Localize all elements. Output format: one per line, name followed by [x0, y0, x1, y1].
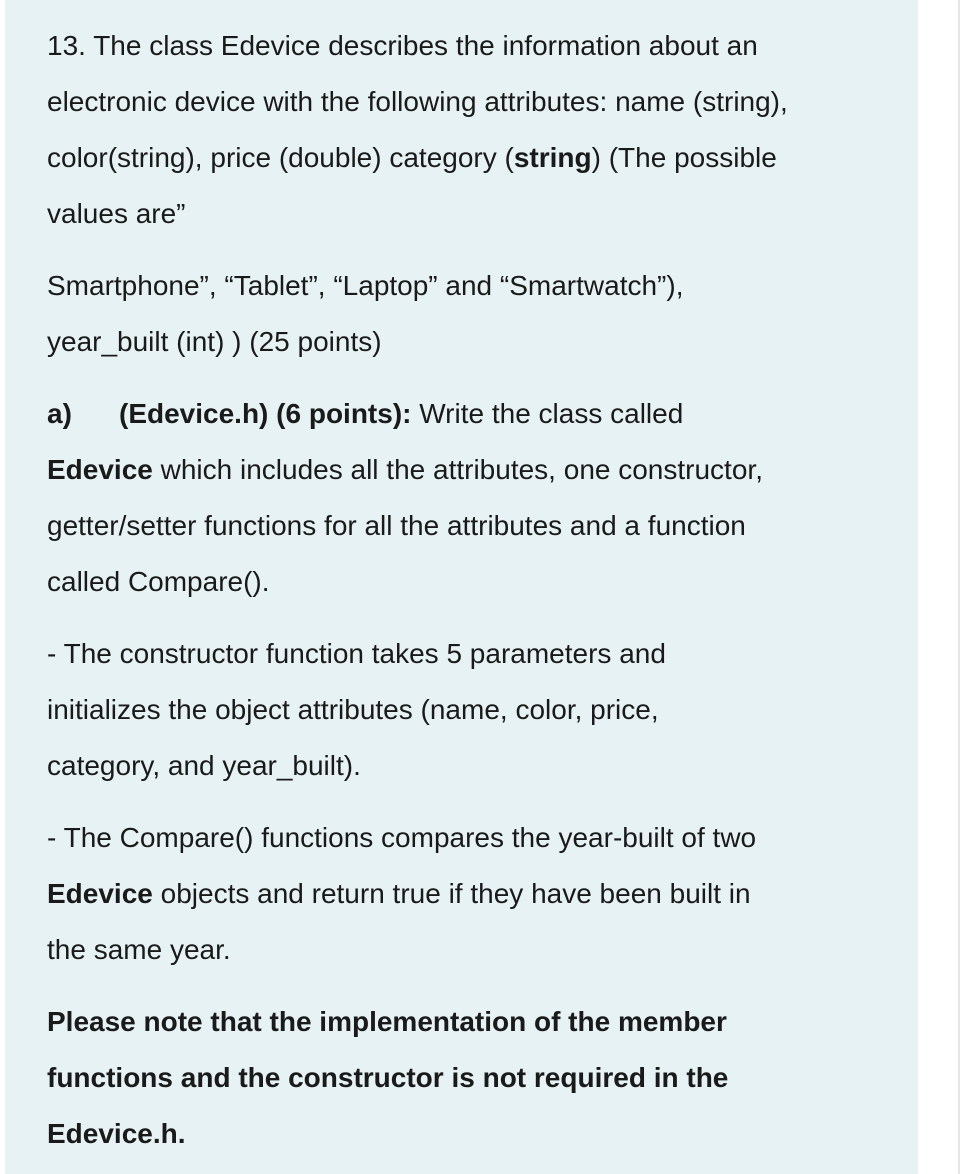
- values-line: year_built (int) ) (25 points): [47, 326, 382, 357]
- compare-line: objects and return true if they have been built in: [152, 878, 751, 909]
- part-a-heading: (Edevice.h) (6 points):: [119, 398, 412, 429]
- intro-line: color(string), price (double) category (: [47, 142, 514, 173]
- constructor-paragraph: [47, 626, 907, 794]
- class-name: Edevice: [47, 454, 153, 485]
- class-name: Edevice: [47, 878, 153, 909]
- part-a-text: called Compare().: [47, 566, 270, 597]
- note-line: Edevice.h.: [47, 1118, 186, 1149]
- values-paragraph: [47, 258, 907, 370]
- part-a-label: a): [47, 398, 72, 429]
- part-a-text: getter/setter functions for all the attributes and a function: [47, 510, 746, 541]
- string-keyword: string: [513, 142, 592, 173]
- part-a-text: Write the class called: [411, 398, 684, 429]
- note-line: Please note that the implementation of the member: [47, 1006, 727, 1037]
- constructor-line: - The constructor function takes 5 parameters and: [47, 638, 666, 669]
- intro-paragraph: [47, 18, 907, 242]
- compare-paragraph: [47, 810, 907, 978]
- intro-line: 13. The class Edevice describes the information about an: [47, 30, 758, 61]
- intro-line: electronic device with the following attributes: name (string),: [47, 86, 788, 117]
- part-a-paragraph: [47, 386, 907, 610]
- compare-line: the same year.: [47, 934, 231, 965]
- values-line: Smartphone”, “Tablet”, “Laptop” and “Smartwatch”),: [47, 270, 684, 301]
- note-paragraph: [47, 994, 907, 1162]
- intro-line: values are”: [47, 198, 186, 229]
- constructor-line: category, and year_built).: [47, 750, 361, 781]
- right-divider: [958, 0, 960, 1174]
- part-a-text: which includes all the attributes, one constructor,: [152, 454, 763, 485]
- compare-line: - The Compare() functions compares the year-built of two: [47, 822, 757, 853]
- note-line: functions and the constructor is not required in the: [47, 1062, 729, 1093]
- constructor-line: initializes the object attributes (name, color, price,: [47, 694, 659, 725]
- intro-line: ) (The possible: [591, 142, 777, 173]
- question-content: [47, 18, 907, 1162]
